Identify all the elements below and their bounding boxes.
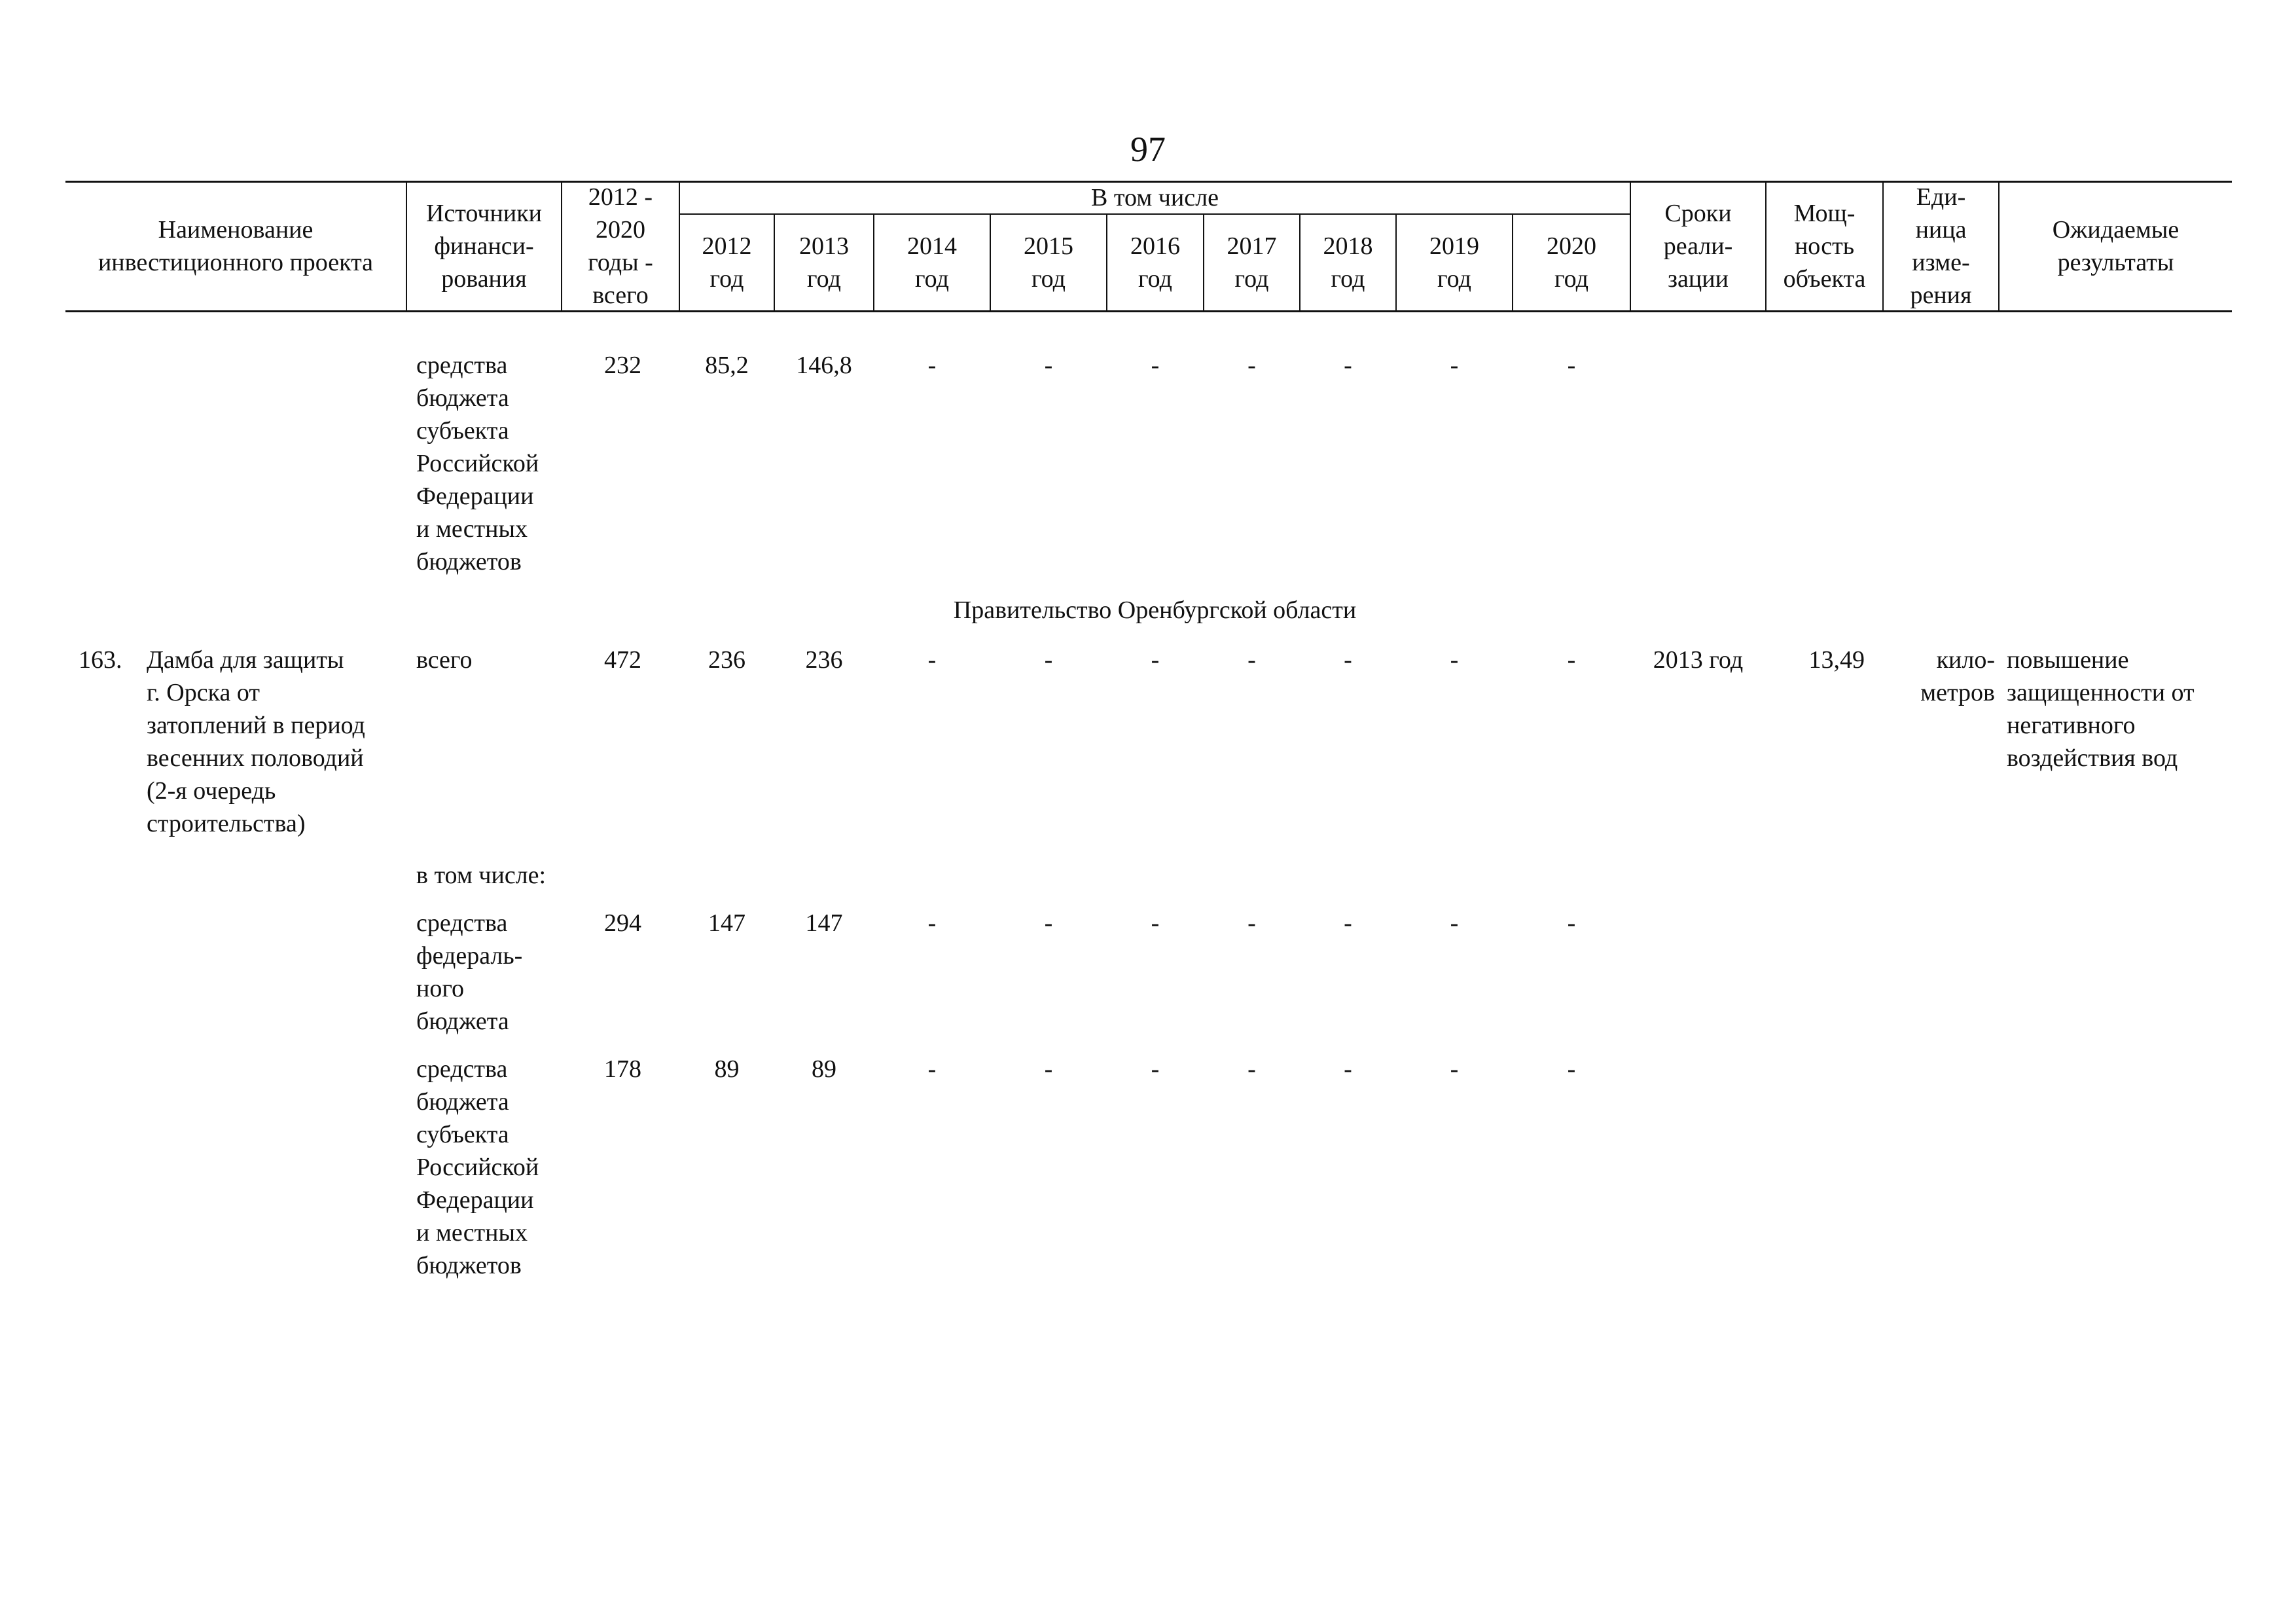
- row-value-2014: -: [927, 352, 937, 379]
- header-year-2018: 2018 год: [1323, 232, 1373, 293]
- header-bottom-rule: [65, 310, 2232, 312]
- subrow-value-2012: 147: [708, 909, 745, 937]
- subrow-value-2018: -: [1344, 1055, 1352, 1083]
- subrow-total: 178: [604, 1055, 641, 1083]
- subrow-value-2018: -: [1344, 909, 1352, 937]
- header-project-name: Наименование инвестиционного проекта: [98, 216, 374, 276]
- header-capacity: Мощ- ность объекта: [1783, 200, 1866, 293]
- page-number: 97: [1130, 130, 1166, 169]
- project-value-2018: -: [1344, 646, 1352, 674]
- project-value-2015: -: [1044, 646, 1053, 674]
- header-year-2020: 2020 год: [1547, 232, 1596, 293]
- project-terms: 2013 год: [1653, 646, 1744, 674]
- header-terms: Сроки реали- зации: [1663, 200, 1733, 293]
- project-value-2014: -: [927, 646, 937, 674]
- subrow-value-2016: -: [1151, 909, 1160, 937]
- header-year-2012: 2012 год: [702, 232, 752, 293]
- project-value-2013: 236: [805, 646, 843, 674]
- row-value-2012: 85,2: [705, 352, 749, 379]
- header-results: Ожидаемые результаты: [2052, 216, 2179, 276]
- subrow-value-2016: -: [1151, 1055, 1160, 1083]
- project-value-2012: 236: [708, 646, 745, 674]
- project-value-2016: -: [1151, 646, 1160, 674]
- subrow-value-2013: 89: [812, 1055, 836, 1083]
- subrow-total: 294: [604, 909, 641, 937]
- subrow-value-2019: -: [1450, 1055, 1459, 1083]
- section-title: Правительство Оренбургской области: [953, 596, 1357, 624]
- header-year-2014: 2014 год: [907, 232, 957, 293]
- header-including: В том числе: [1091, 184, 1219, 211]
- subrow-value-2014: -: [927, 909, 937, 937]
- header-year-2019: 2019 год: [1429, 232, 1479, 293]
- subrow-value-2017: -: [1247, 1055, 1256, 1083]
- header-sources: Источники финанси- рования: [425, 200, 542, 293]
- project-name: Дамба для защиты г. Орска от затоплений в период весенних половодий (2-я очередь строительства): [147, 646, 365, 837]
- project-value-2020: -: [1567, 646, 1576, 674]
- subrow-value-2020: -: [1567, 1055, 1576, 1083]
- header-unit: Еди- ница изме- рения: [1910, 183, 1972, 309]
- subrow-value-2012: 89: [714, 1055, 740, 1083]
- row-value-2015: -: [1044, 352, 1053, 379]
- project-source: всего: [416, 646, 473, 674]
- project-value-2019: -: [1450, 646, 1459, 674]
- header-total: 2012 - 2020 годы - всего: [588, 183, 653, 309]
- project-capacity: 13,49: [1808, 646, 1865, 674]
- subrow-value-2015: -: [1044, 909, 1053, 937]
- row-value-2013: 146,8: [796, 352, 852, 379]
- header-year-2015: 2015 год: [1024, 232, 1073, 293]
- row-value-2018: -: [1344, 352, 1352, 379]
- project-result: повышение защищенности от негативного воздействия вод: [2007, 646, 2195, 772]
- subrow-value-2020: -: [1567, 909, 1576, 937]
- project-value-2017: -: [1247, 646, 1256, 674]
- row-value-2019: -: [1450, 352, 1459, 379]
- subrow-value-2017: -: [1247, 909, 1256, 937]
- row-value-2017: -: [1247, 352, 1256, 379]
- subrow-value-2015: -: [1044, 1055, 1053, 1083]
- header-year-2013: 2013 год: [799, 232, 849, 293]
- subrow-value-2013: 147: [805, 909, 843, 937]
- header-year-2016: 2016 год: [1130, 232, 1180, 293]
- including-label: в том числе:: [416, 862, 547, 889]
- subrow-value-2014: -: [927, 1055, 937, 1083]
- project-total: 472: [604, 646, 641, 674]
- row-total: 232: [604, 352, 641, 379]
- subrow-source: средства федераль- ного бюджета: [416, 909, 523, 1035]
- header-year-2017: 2017 год: [1227, 232, 1277, 293]
- row-source: средства бюджета субъекта Российской Федерации и местных бюджетов: [416, 352, 539, 575]
- subrow-source: средства бюджета субъекта Российской Федерации и местных бюджетов: [416, 1055, 539, 1279]
- row-value-2016: -: [1151, 352, 1160, 379]
- project-number: 163.: [79, 646, 122, 674]
- project-unit: кило- метров: [1920, 646, 1995, 706]
- row-value-2020: -: [1567, 352, 1576, 379]
- subrow-value-2019: -: [1450, 909, 1459, 937]
